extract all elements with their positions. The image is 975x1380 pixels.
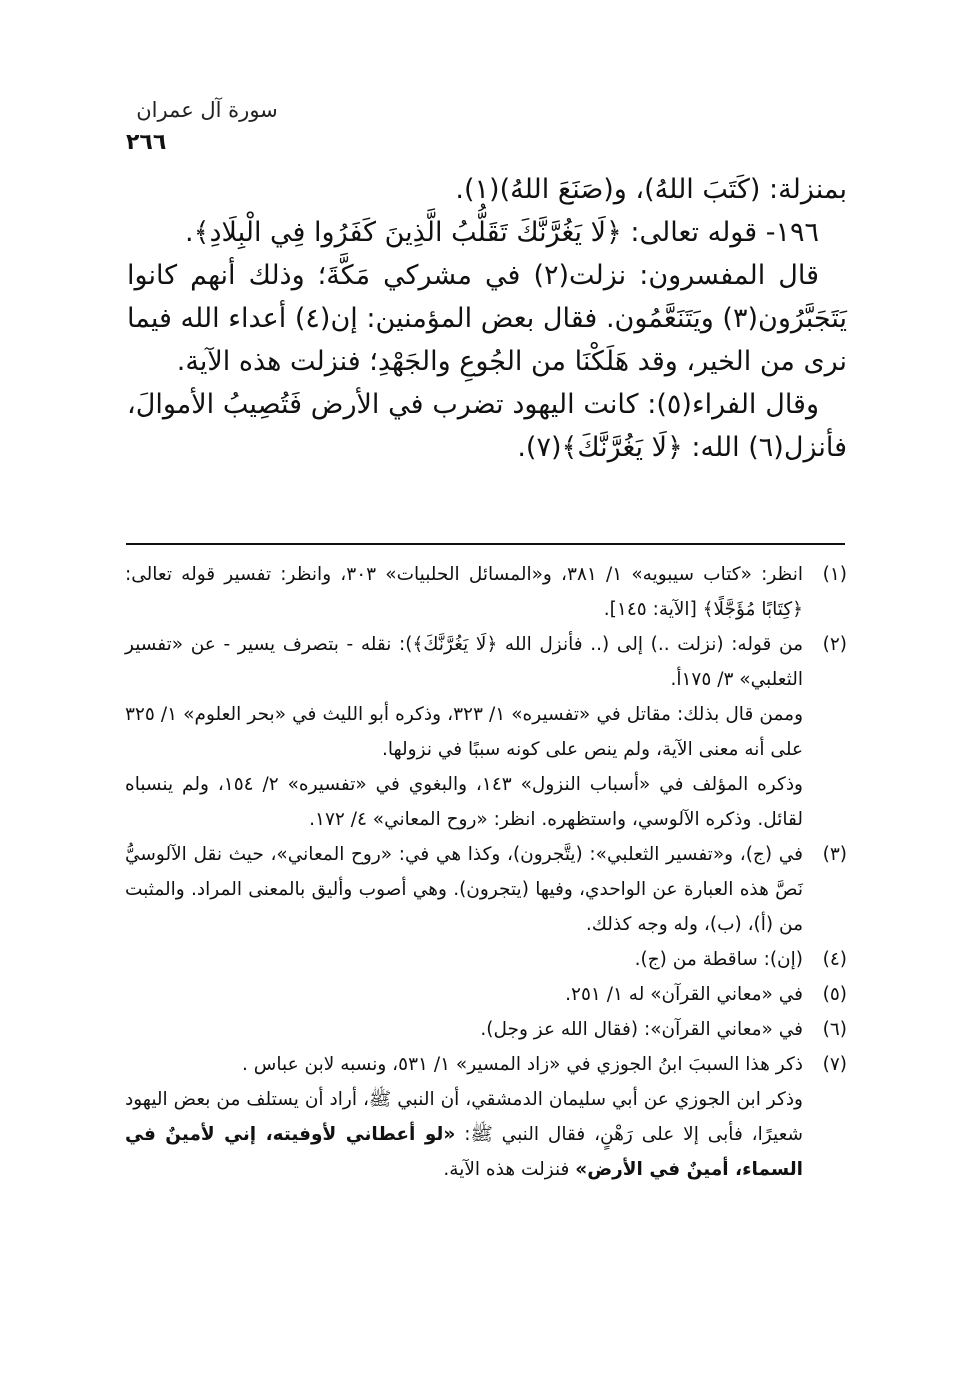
main-paragraph-3: قال المفسرون: نزلت(٢) في مشركي مَكَّةَ؛ وذلك أنهم كانوا يَتَجَبَّرُون(٣) ويَتَنَعَّمُون. فقال بعض المؤمنين: إن(٤) أعداء الله فيما نرى من الخير، وقد هَلَكْنَا من الجُوعِ والجَهْدِ؛ فنزلت هذه الآية. (127, 260, 847, 377)
footnote-text: في «معاني القرآن» له ١/ ٢٥١. (565, 984, 803, 1005)
surah-title: سورة آل عمران (136, 98, 278, 122)
footnotes (125, 557, 847, 1187)
footnote-text: ذكر هذا السببَ ابنُ الجوزي في «زاد المسير» ١/ ٥٣١، ونسبه لابن عباس . (242, 1054, 803, 1075)
footnote-text: وذكره المؤلف في «أسباب النزول» ١٤٣، والبغوي في «تفسيره» ٢/ ١٥٤، ولم ينسباه لقائل. وذكره الآلوسي، واستظهره. انظر: «روح المعاني» ٤/ ١٧٢. (125, 774, 803, 830)
footnote-7 (125, 1047, 847, 1082)
footnote-1 (125, 557, 847, 627)
footnote-7-continuation (125, 1082, 847, 1187)
footnote-6 (125, 1012, 847, 1047)
main-paragraph-2: ١٩٦- قوله تعالى: ﴿لَا يَغُرَّنَّكَ تَقَلُّبُ الَّذِينَ كَفَرُوا فِي الْبِلَادِ﴾. (185, 217, 819, 248)
footnote-number: (٦) (822, 1019, 847, 1040)
footnote-text (125, 1082, 803, 1187)
footnote-text: من قوله: (نزلت ..) إلى (.. فأنزل الله ﴿لَا يَغُرَّنَّكَ﴾): نقله - بتصرف يسير - عن «تفسير الثعلبي» ٣/ ١٧٥أ. (125, 634, 803, 690)
footnote-text: في «معاني القرآن»: (فقال الله عز وجل). (480, 1019, 803, 1040)
main-paragraph-1: بمنزلة: (كَتَبَ اللهُ)، و(صَنَعَ اللهُ)(١). (455, 174, 847, 205)
main-text (127, 168, 847, 469)
footnote-number: (٥) (822, 984, 847, 1005)
footnote-text-part: وذكر ابن الجوزي عن أبي سليمان الدمشقي، أن النبي ﷺ، أراد أن يستلف من بعض اليهود شعيرًا، فأبى إلا على رَهْنٍ، فقال النبي ﷺ: (125, 1089, 803, 1145)
footnote-divider (126, 543, 845, 545)
footnote-number: (٧) (822, 1054, 847, 1075)
footnote-text: (إن): ساقطة من (ج). (634, 949, 803, 970)
footnote-number: (٣) (822, 844, 847, 865)
footnote-5 (125, 977, 847, 1012)
footnote-text: في (ج)، و«تفسير الثعلبي»: (يتَّجرون)، وكذا هي في: «روح المعاني»، حيث نقل الآلوسيُّ نَصَّ هذه العبارة عن الواحدي، وفيها (يتجرون). وهي أصوب وأليق بالمعنى المراد. والمثبت من (أ)، (ب)، وله وجه كذلك. (125, 844, 803, 935)
footnote-text-part: فنزلت هذه الآية. (443, 1159, 570, 1180)
footnote-text: وممن قال بذلك: مقاتل في «تفسيره» ١/ ٣٢٣، وذكره أبو الليث في «بحر العلوم» ١/ ٣٢٥ على أنه معنى الآية، ولم ينص على كونه سببًا في نزولها. (125, 704, 803, 760)
footnote-2-continuation (125, 697, 847, 837)
main-paragraph-4: وقال الفراء(٥): كانت اليهود تضرب في الأرض فَتُصِيبُ الأموالَ، فأنزل(٦) الله: ﴿لَا يَغُرَّنَّكَ﴾(٧). (127, 389, 847, 463)
hadith-quote: «لو أعطاني لأوفيته، إني لأمينٌ في السماء، أمينٌ في الأرض» (125, 1124, 803, 1180)
footnote-3 (125, 837, 847, 942)
footnote-number: (١) (822, 564, 847, 585)
footnote-number: (٤) (822, 949, 847, 970)
footnote-4 (125, 942, 847, 977)
page-number: ٢٦٦ (126, 130, 167, 155)
footnote-text: انظر: «كتاب سيبويه» ١/ ٣٨١، و«المسائل الحلبيات» ٣٠٣، وانظر: تفسير قوله تعالى: ﴿كِتَابًا مُؤَجَّلًا﴾ [الآية: ١٤٥]. (125, 564, 803, 620)
footnote-2 (125, 627, 847, 697)
footnote-number: (٢) (822, 634, 847, 655)
